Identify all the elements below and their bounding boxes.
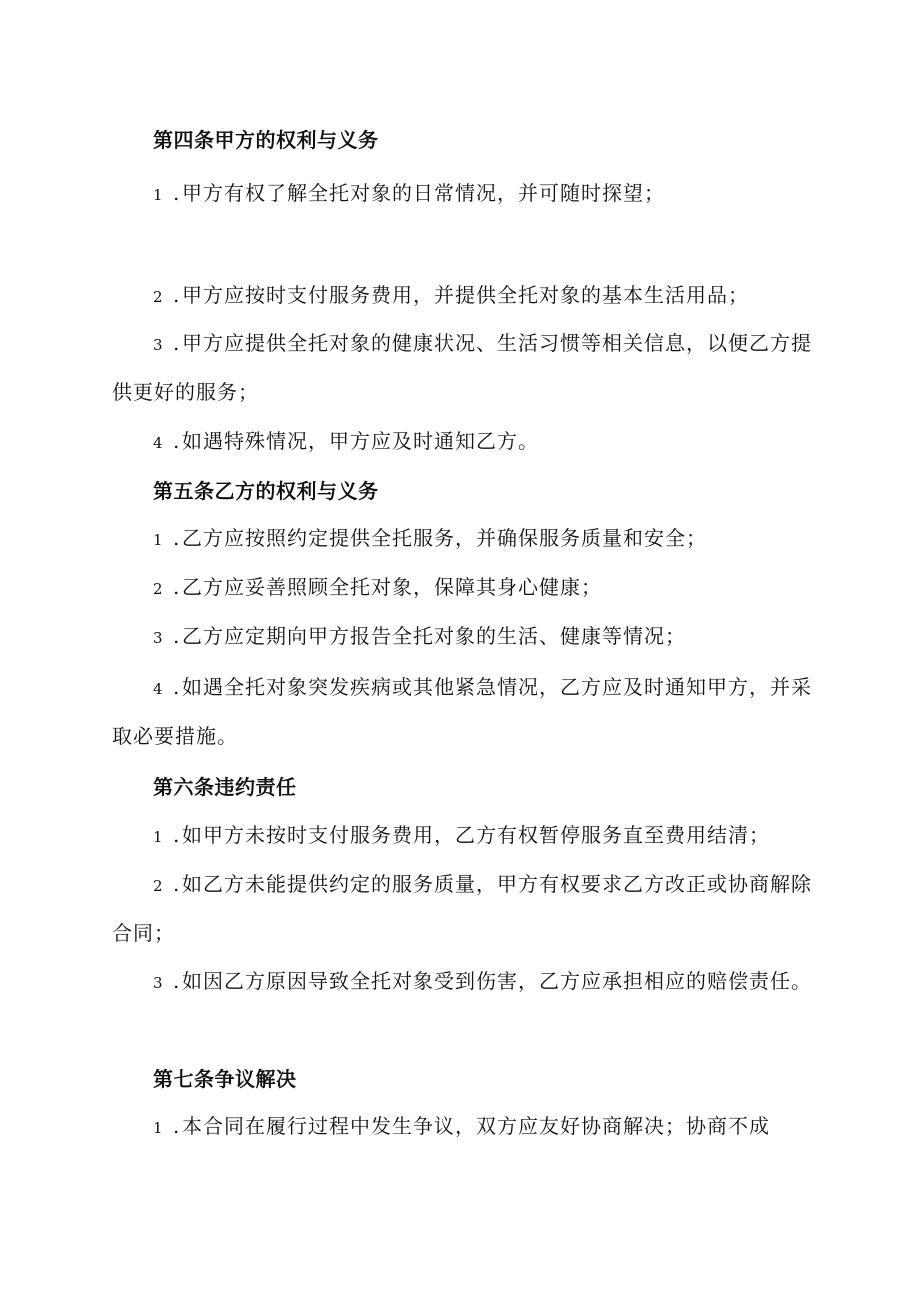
clause-number: 1	[153, 186, 164, 204]
clause-text: 甲方应按时支付服务费用，并提供全托对象的基本生活用品；	[182, 283, 749, 307]
section-heading: 第五条乙方的权利与义务	[153, 479, 379, 503]
clause: 4 .如遇特殊情况，甲方应及时通知乙方。	[112, 418, 812, 467]
clause: 4 .如遇全托对象突发疾病或其他紧急情况，乙方应及时通知甲方，并采取必要措施。	[112, 664, 812, 760]
section-heading: 第四条甲方的权利与义务	[153, 128, 379, 152]
clause-number: 3	[153, 336, 164, 354]
clause-number: 1	[153, 1119, 164, 1137]
clause-text: 如遇全托对象突发疾病或其他紧急情况，乙方应及时通知甲方，并采取必要措施。	[112, 675, 812, 748]
clause: 3 .乙方应定期向甲方报告全托对象的生活、健康等情况；	[112, 613, 812, 662]
clause-number: 4	[153, 434, 164, 452]
clause-number: 2	[153, 288, 164, 306]
clause-number: 3	[153, 974, 164, 992]
clause-text: 如因乙方原因导致全托对象受到伤害，乙方应承担相应的赔偿责任。	[182, 969, 812, 993]
clause-text: 甲方有权了解全托对象的日常情况，并可随时探望；	[182, 181, 665, 205]
clause-text: 如乙方未能提供约定的服务质量，甲方有权要求乙方改正或协商解除合同；	[112, 872, 812, 945]
clause: 1 .乙方应按照约定提供全托服务，并确保服务质量和安全；	[112, 515, 812, 564]
clause: 2 .甲方应按时支付服务费用，并提供全托对象的基本生活用品；	[112, 272, 812, 321]
clause-text: 本合同在履行过程中发生争议，双方应友好协商解决；协商不成	[182, 1114, 770, 1138]
clause-text: 如甲方未按时支付服务费用，乙方有权暂停服务直至费用结清；	[182, 823, 770, 847]
clause-text: 甲方应提供全托对象的健康状况、生活习惯等相关信息，以便乙方提供更好的服务；	[112, 331, 812, 404]
clause-number: 2	[153, 580, 164, 598]
clause: 2 .如乙方未能提供约定的服务质量，甲方有权要求乙方改正或协商解除合同；	[112, 861, 812, 957]
clause: 1 .本合同在履行过程中发生争议，双方应友好协商解决；协商不成	[112, 1103, 812, 1152]
clause-text: 乙方应妥善照顾全托对象，保障其身心健康；	[182, 575, 602, 599]
clause: 3 .甲方应提供全托对象的健康状况、生活习惯等相关信息，以便乙方提供更好的服务；	[112, 320, 812, 416]
clause-number: 2	[153, 877, 164, 895]
clause: 2 .乙方应妥善照顾全托对象，保障其身心健康；	[112, 564, 812, 613]
clause-number: 1	[153, 828, 164, 846]
clause-text: 乙方应按照约定提供全托服务，并确保服务质量和安全；	[182, 526, 707, 550]
clause-text: 乙方应定期向甲方报告全托对象的生活、健康等情况；	[182, 624, 686, 648]
clause-text: 如遇特殊情况，甲方应及时通知乙方。	[182, 429, 539, 453]
clause-number: 3	[153, 629, 164, 647]
clause-number: 1	[153, 531, 164, 549]
clause-number: 4	[153, 680, 164, 698]
clause: 1 .如甲方未按时支付服务费用，乙方有权暂停服务直至费用结清；	[112, 812, 812, 861]
section-heading: 第七条争议解决	[153, 1067, 297, 1091]
clause: 1 .甲方有权了解全托对象的日常情况，并可随时探望；	[112, 170, 812, 219]
section-heading: 第六条违约责任	[153, 775, 297, 799]
clause: 3 .如因乙方原因导致全托对象受到伤害，乙方应承担相应的赔偿责任。	[112, 958, 812, 1007]
